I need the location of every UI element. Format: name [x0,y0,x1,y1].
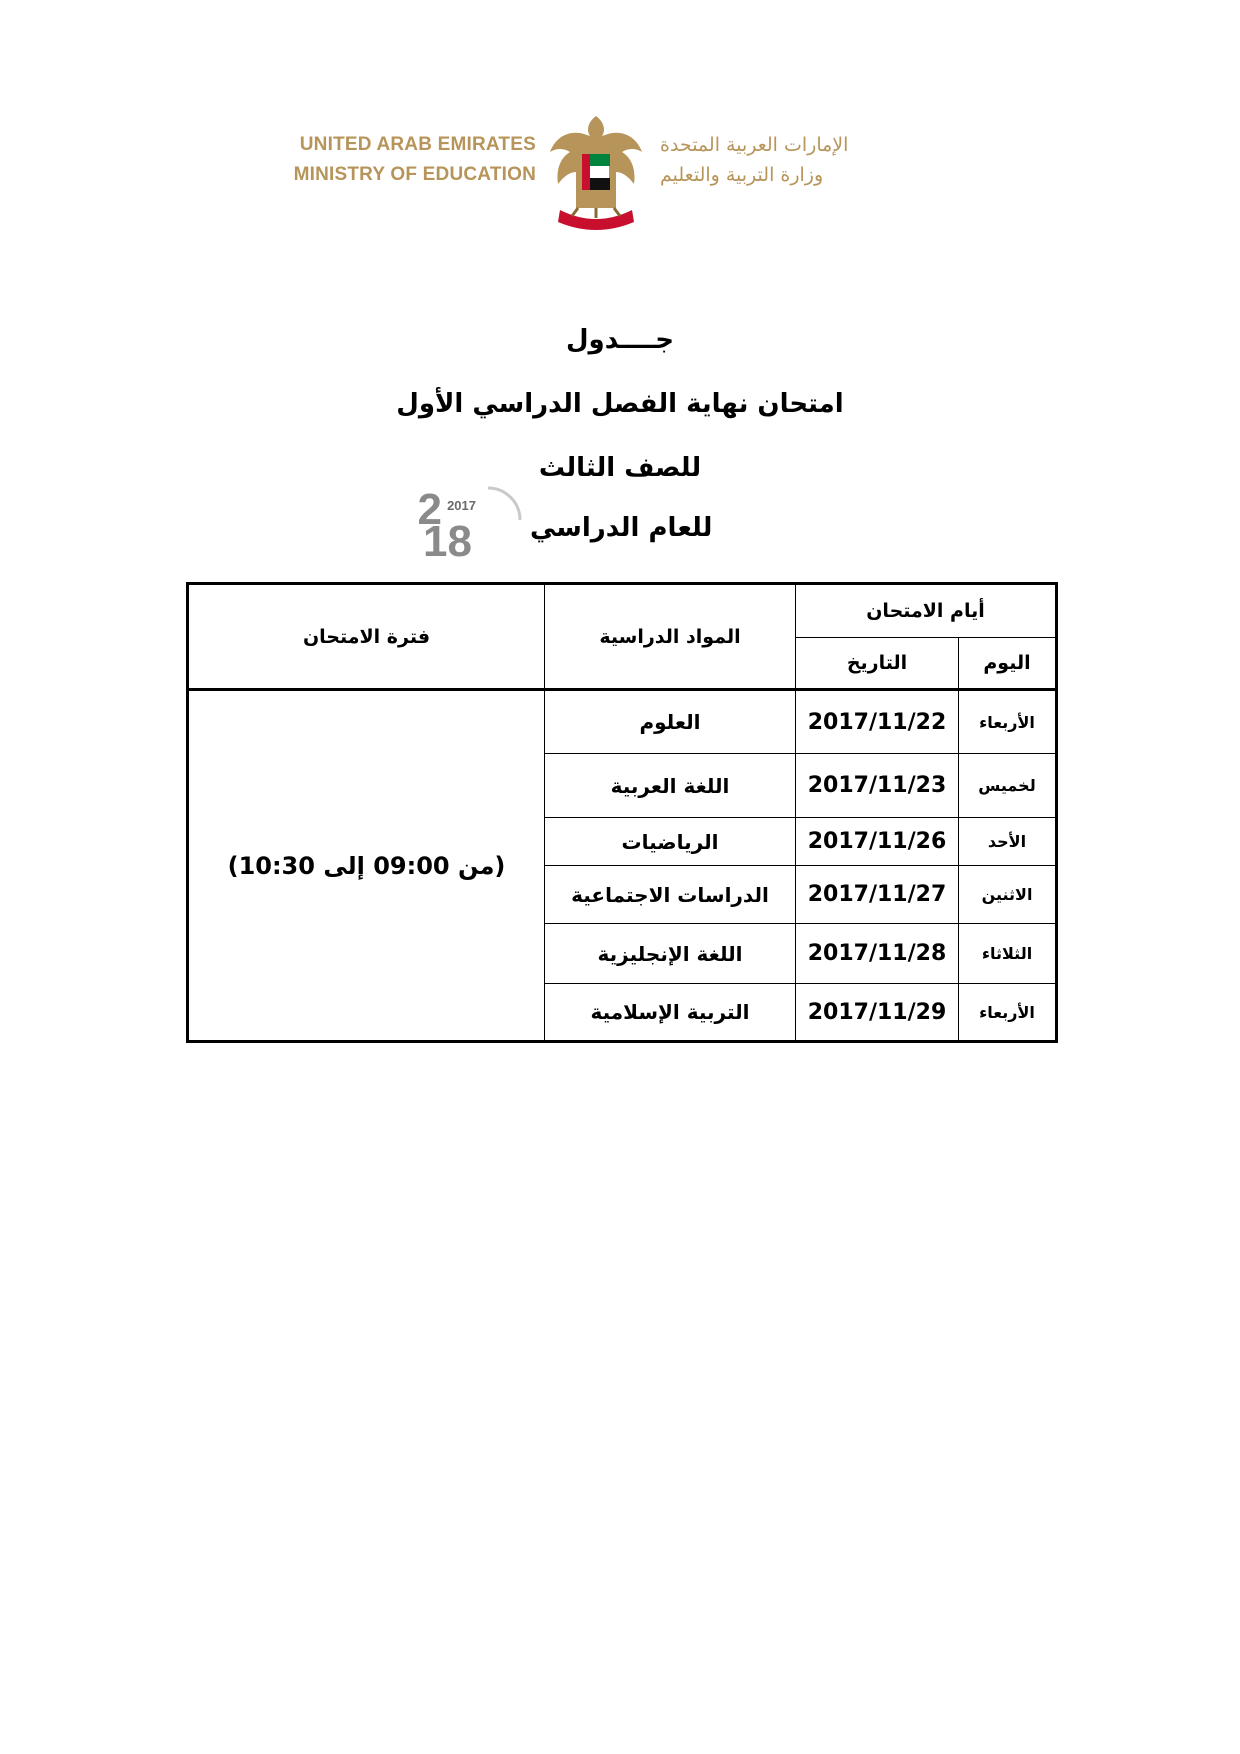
year-logo-eighteen: 18 [423,517,472,566]
row-subject: التربية الإسلامية [545,984,796,1042]
row-subject: اللغة العربية [545,754,796,818]
year-logo-2017: 2017 [447,498,476,513]
header-date: التاريخ [796,638,959,690]
academic-year-row [0,485,1240,568]
row-date: 2017/11/26 [796,818,959,866]
title-exam: امتحان نهاية الفصل الدراسي الأول [396,389,844,419]
row-date: 2017/11/27 [796,866,959,924]
header-day: اليوم [959,638,1057,690]
exam-schedule-table [186,582,1058,1043]
title-grade: للصف الثالث [538,453,702,483]
header-exam-days: أيام الامتحان [796,584,1057,638]
row-day: الثلاثاء [959,924,1057,984]
brand-arabic-line2: وزارة التربية والتعليم [660,164,824,186]
exam-period-cell: (من 09:00 إلى 10:30) [188,690,545,1042]
header-period: فترة الامتحان [188,584,545,690]
row-day: الأربعاء [959,690,1057,754]
brand-english [276,130,536,190]
title-academic-year: للعام الدراسي [530,513,713,543]
title-schedule: جــــدول [565,325,675,355]
row-subject: الرياضيات [545,818,796,866]
row-subject: العلوم [545,690,796,754]
row-date: 2017/11/28 [796,924,959,984]
header-subjects: المواد الدراسية [545,584,796,690]
row-date: 2017/11/22 [796,690,959,754]
row-subject: اللغة الإنجليزية [545,924,796,984]
year-logo-two: 2 [417,485,442,534]
row-day: الاثنين [959,866,1057,924]
brand-arabic-line1: الإمارات العربية المتحدة [660,134,849,156]
ministry-header [0,100,1240,240]
row-date: 2017/11/23 [796,754,959,818]
row-subject: الدراسات الاجتماعية [545,866,796,924]
year-2017-2018-logo [417,480,532,566]
brand-english-line1: UNITED ARAB EMIRATES [299,134,536,155]
row-day: الأحد [959,818,1057,866]
row-date: 2017/11/29 [796,984,959,1042]
document-titles [0,308,1240,568]
brand-arabic [660,130,920,190]
brand-english-line2: MINISTRY OF EDUCATION [293,164,536,185]
row-day: الأربعاء [959,984,1057,1042]
row-day: لخميس [959,754,1057,818]
table-row [188,690,1057,754]
uae-emblem-icon [548,112,644,236]
